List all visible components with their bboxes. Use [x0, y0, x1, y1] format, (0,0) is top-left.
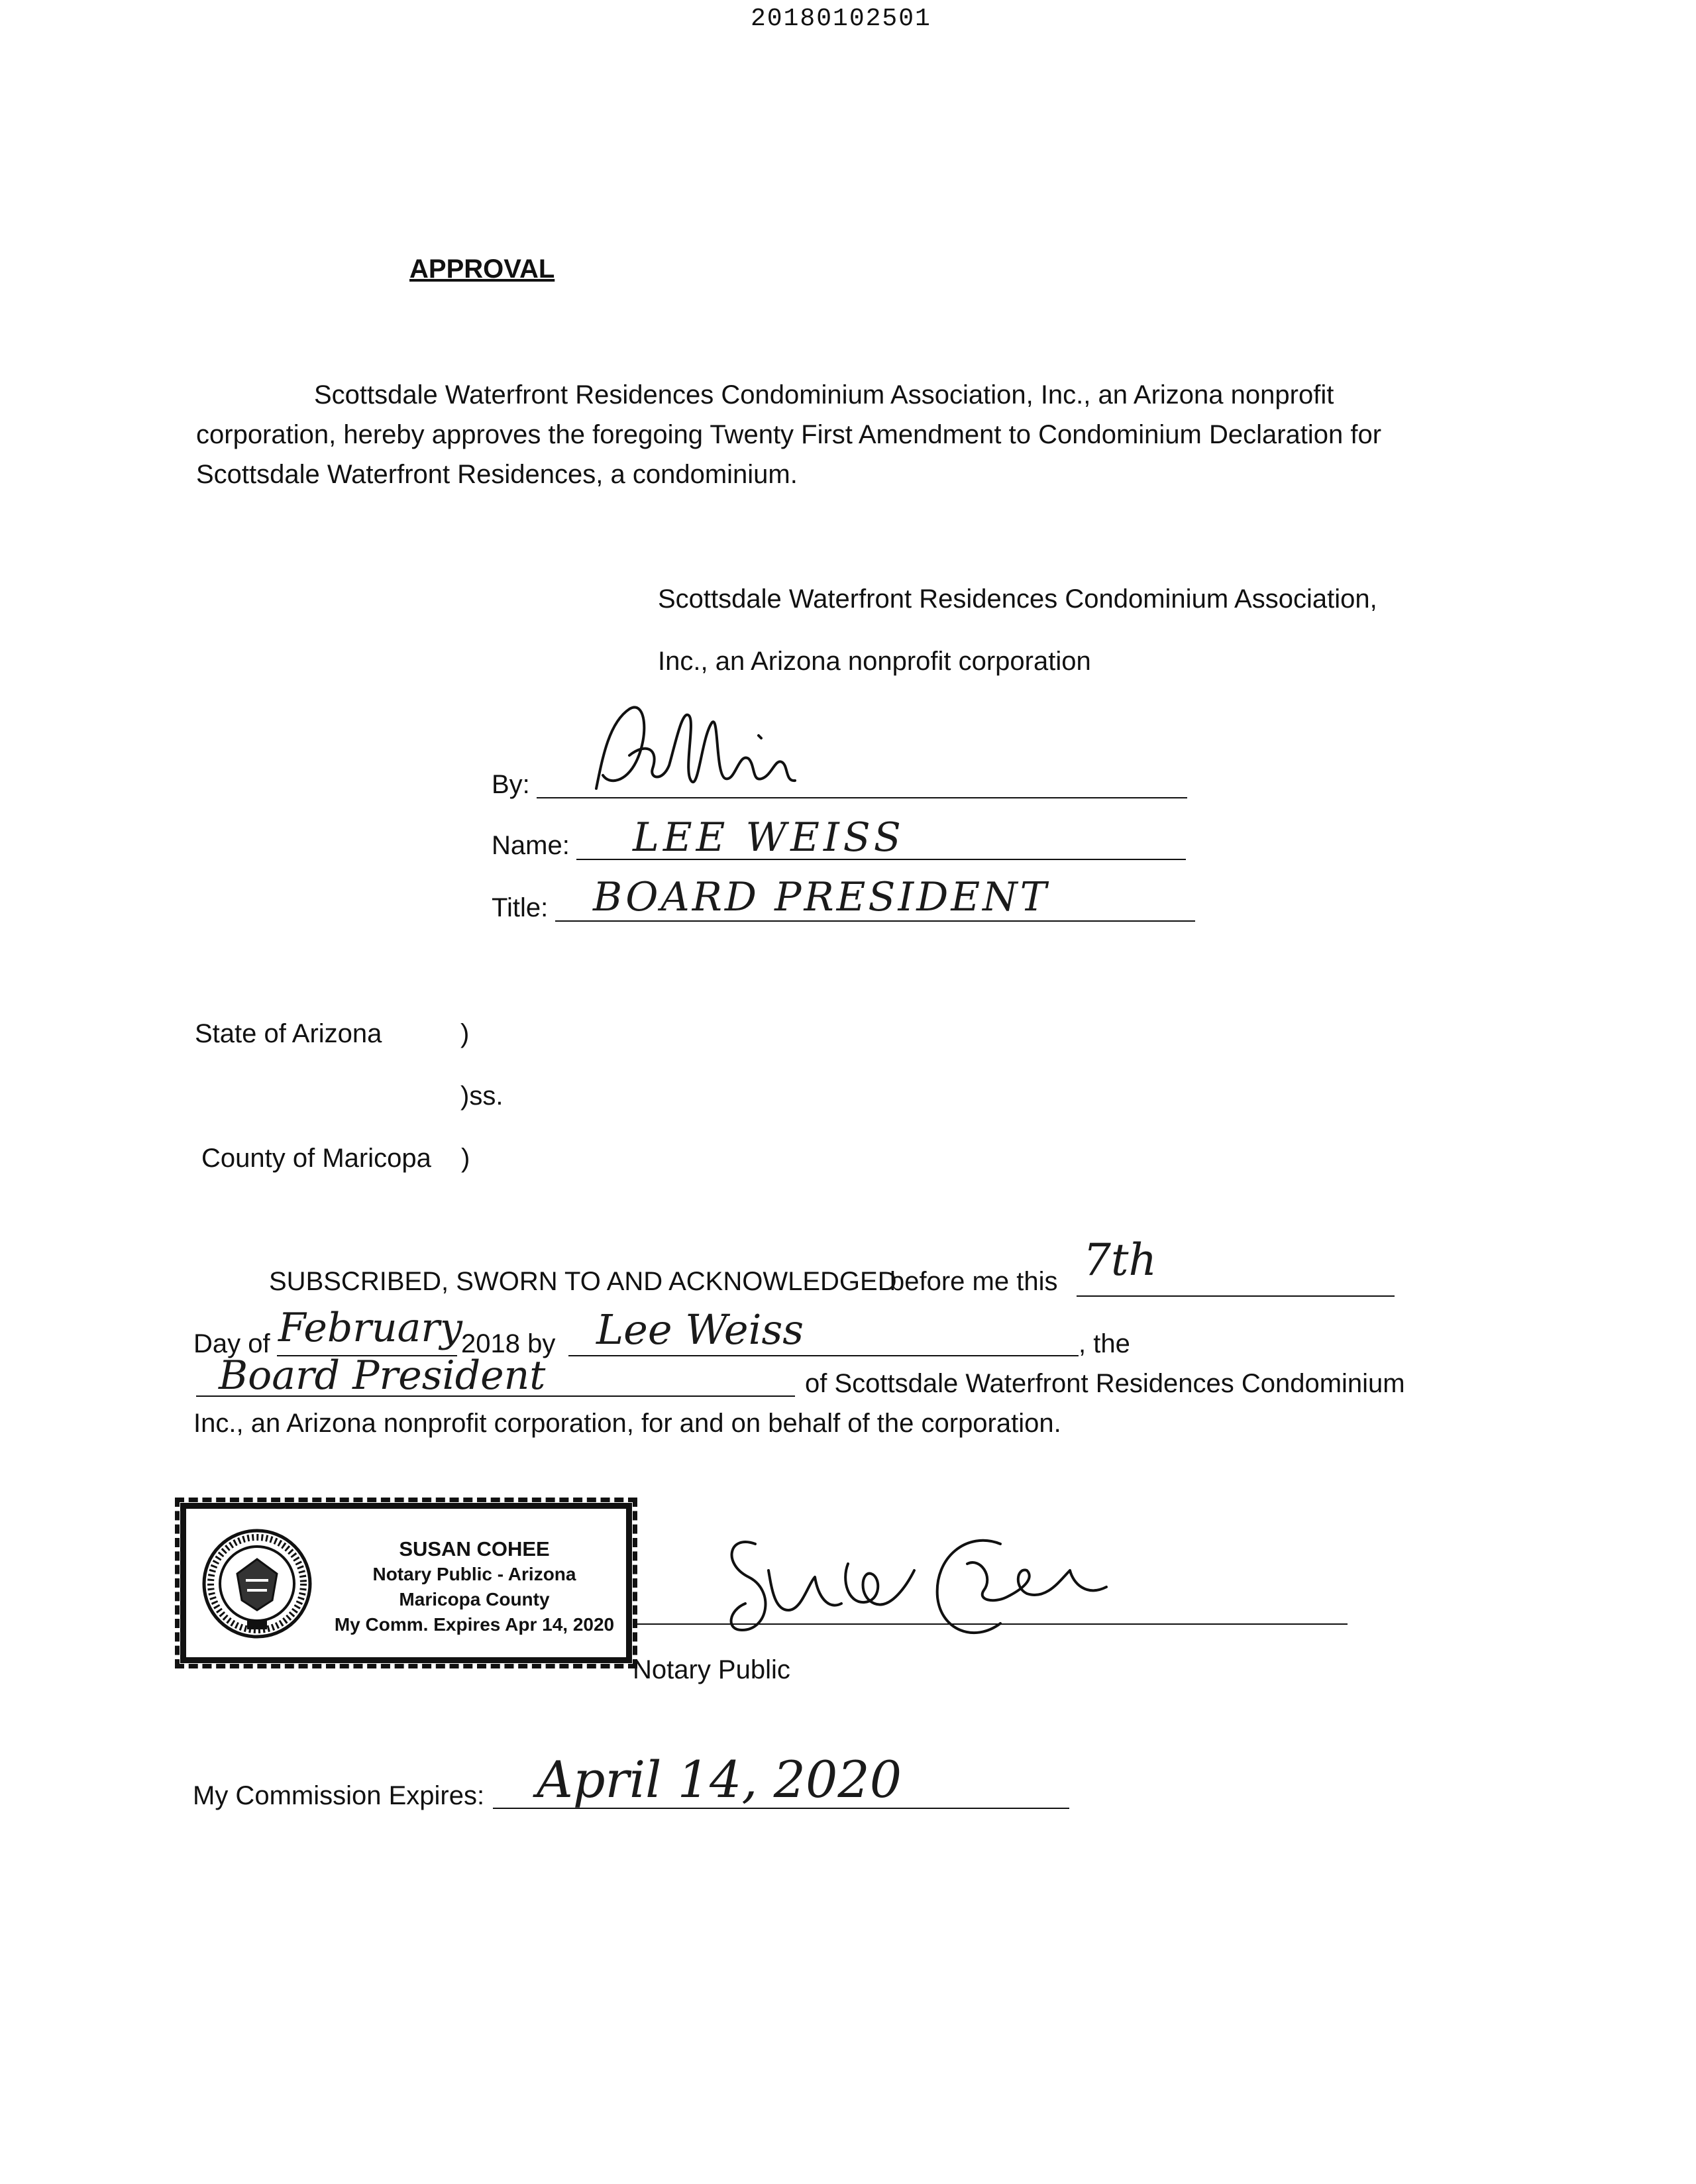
page-title: APPROVAL	[409, 254, 555, 284]
paragraph-line-2: corporation, hereby approves the foregoing Twenty First Amendment to Condominium Declaration for	[196, 420, 1382, 449]
name-handwritten: LEE WEISS	[633, 814, 905, 861]
arizona-seal-icon	[201, 1527, 313, 1640]
by-label: By:	[492, 770, 530, 799]
commission-handwritten: April 14, 2020	[537, 1750, 902, 1809]
notary-signature-image	[716, 1517, 1192, 1650]
paragraph-line-1: Scottsdale Waterfront Residences Condominium Association, Inc., an Arizona nonprofit	[314, 380, 1334, 410]
entity-line-2: Inc., an Arizona nonprofit corporation	[658, 647, 1091, 676]
month-handwritten: February	[278, 1305, 462, 1351]
title-label: Title:	[492, 893, 549, 922]
ack-the: , the	[1079, 1329, 1130, 1358]
venue-paren-3: )	[461, 1144, 470, 1173]
ack-of-text: of Scottsdale Waterfront Residences Condominium	[805, 1369, 1405, 1398]
president-signature-image	[583, 696, 822, 802]
name-label: Name:	[492, 831, 570, 860]
stamp-notary-name: SUSAN COHEE	[399, 1537, 550, 1560]
venue-ss: )ss.	[460, 1081, 504, 1111]
venue-paren-1: )	[460, 1019, 470, 1048]
document-number: 20180102501	[751, 5, 931, 33]
paragraph-line-3: Scottsdale Waterfront Residences, a condominium.	[196, 460, 798, 489]
ack-year-by: 2018 by	[461, 1329, 556, 1358]
notary-stamp	[180, 1503, 632, 1663]
notary-public-label: Notary Public	[633, 1655, 790, 1684]
person-underline	[568, 1355, 1079, 1356]
ack-subscribed: SUBSCRIBED, SWORN TO AND ACKNOWLEDGED	[269, 1267, 897, 1296]
role-handwritten: Board President	[219, 1352, 546, 1399]
day-handwritten: 7th	[1083, 1234, 1157, 1285]
stamp-line-2: Notary Public - Arizona	[372, 1564, 576, 1584]
commission-label: My Commission Expires:	[193, 1781, 485, 1810]
ack-day-of: Day of	[193, 1329, 270, 1358]
stamp-line-3: Maricopa County	[399, 1589, 550, 1610]
venue-state: State of Arizona	[195, 1019, 382, 1048]
entity-line-1: Scottsdale Waterfront Residences Condominium Association,	[658, 584, 1377, 614]
day-underline	[1077, 1295, 1395, 1297]
title-handwritten: BOARD PRESIDENT	[593, 874, 1049, 920]
person-handwritten: Lee Weiss	[596, 1305, 804, 1354]
stamp-line-4: My Comm. Expires Apr 14, 2020	[334, 1614, 615, 1635]
ack-before-me: before me this	[890, 1267, 1058, 1296]
venue-county: County of Maricopa	[201, 1144, 431, 1173]
ack-line-4: Inc., an Arizona nonprofit corporation, for and on behalf of the corporation.	[193, 1409, 1061, 1438]
